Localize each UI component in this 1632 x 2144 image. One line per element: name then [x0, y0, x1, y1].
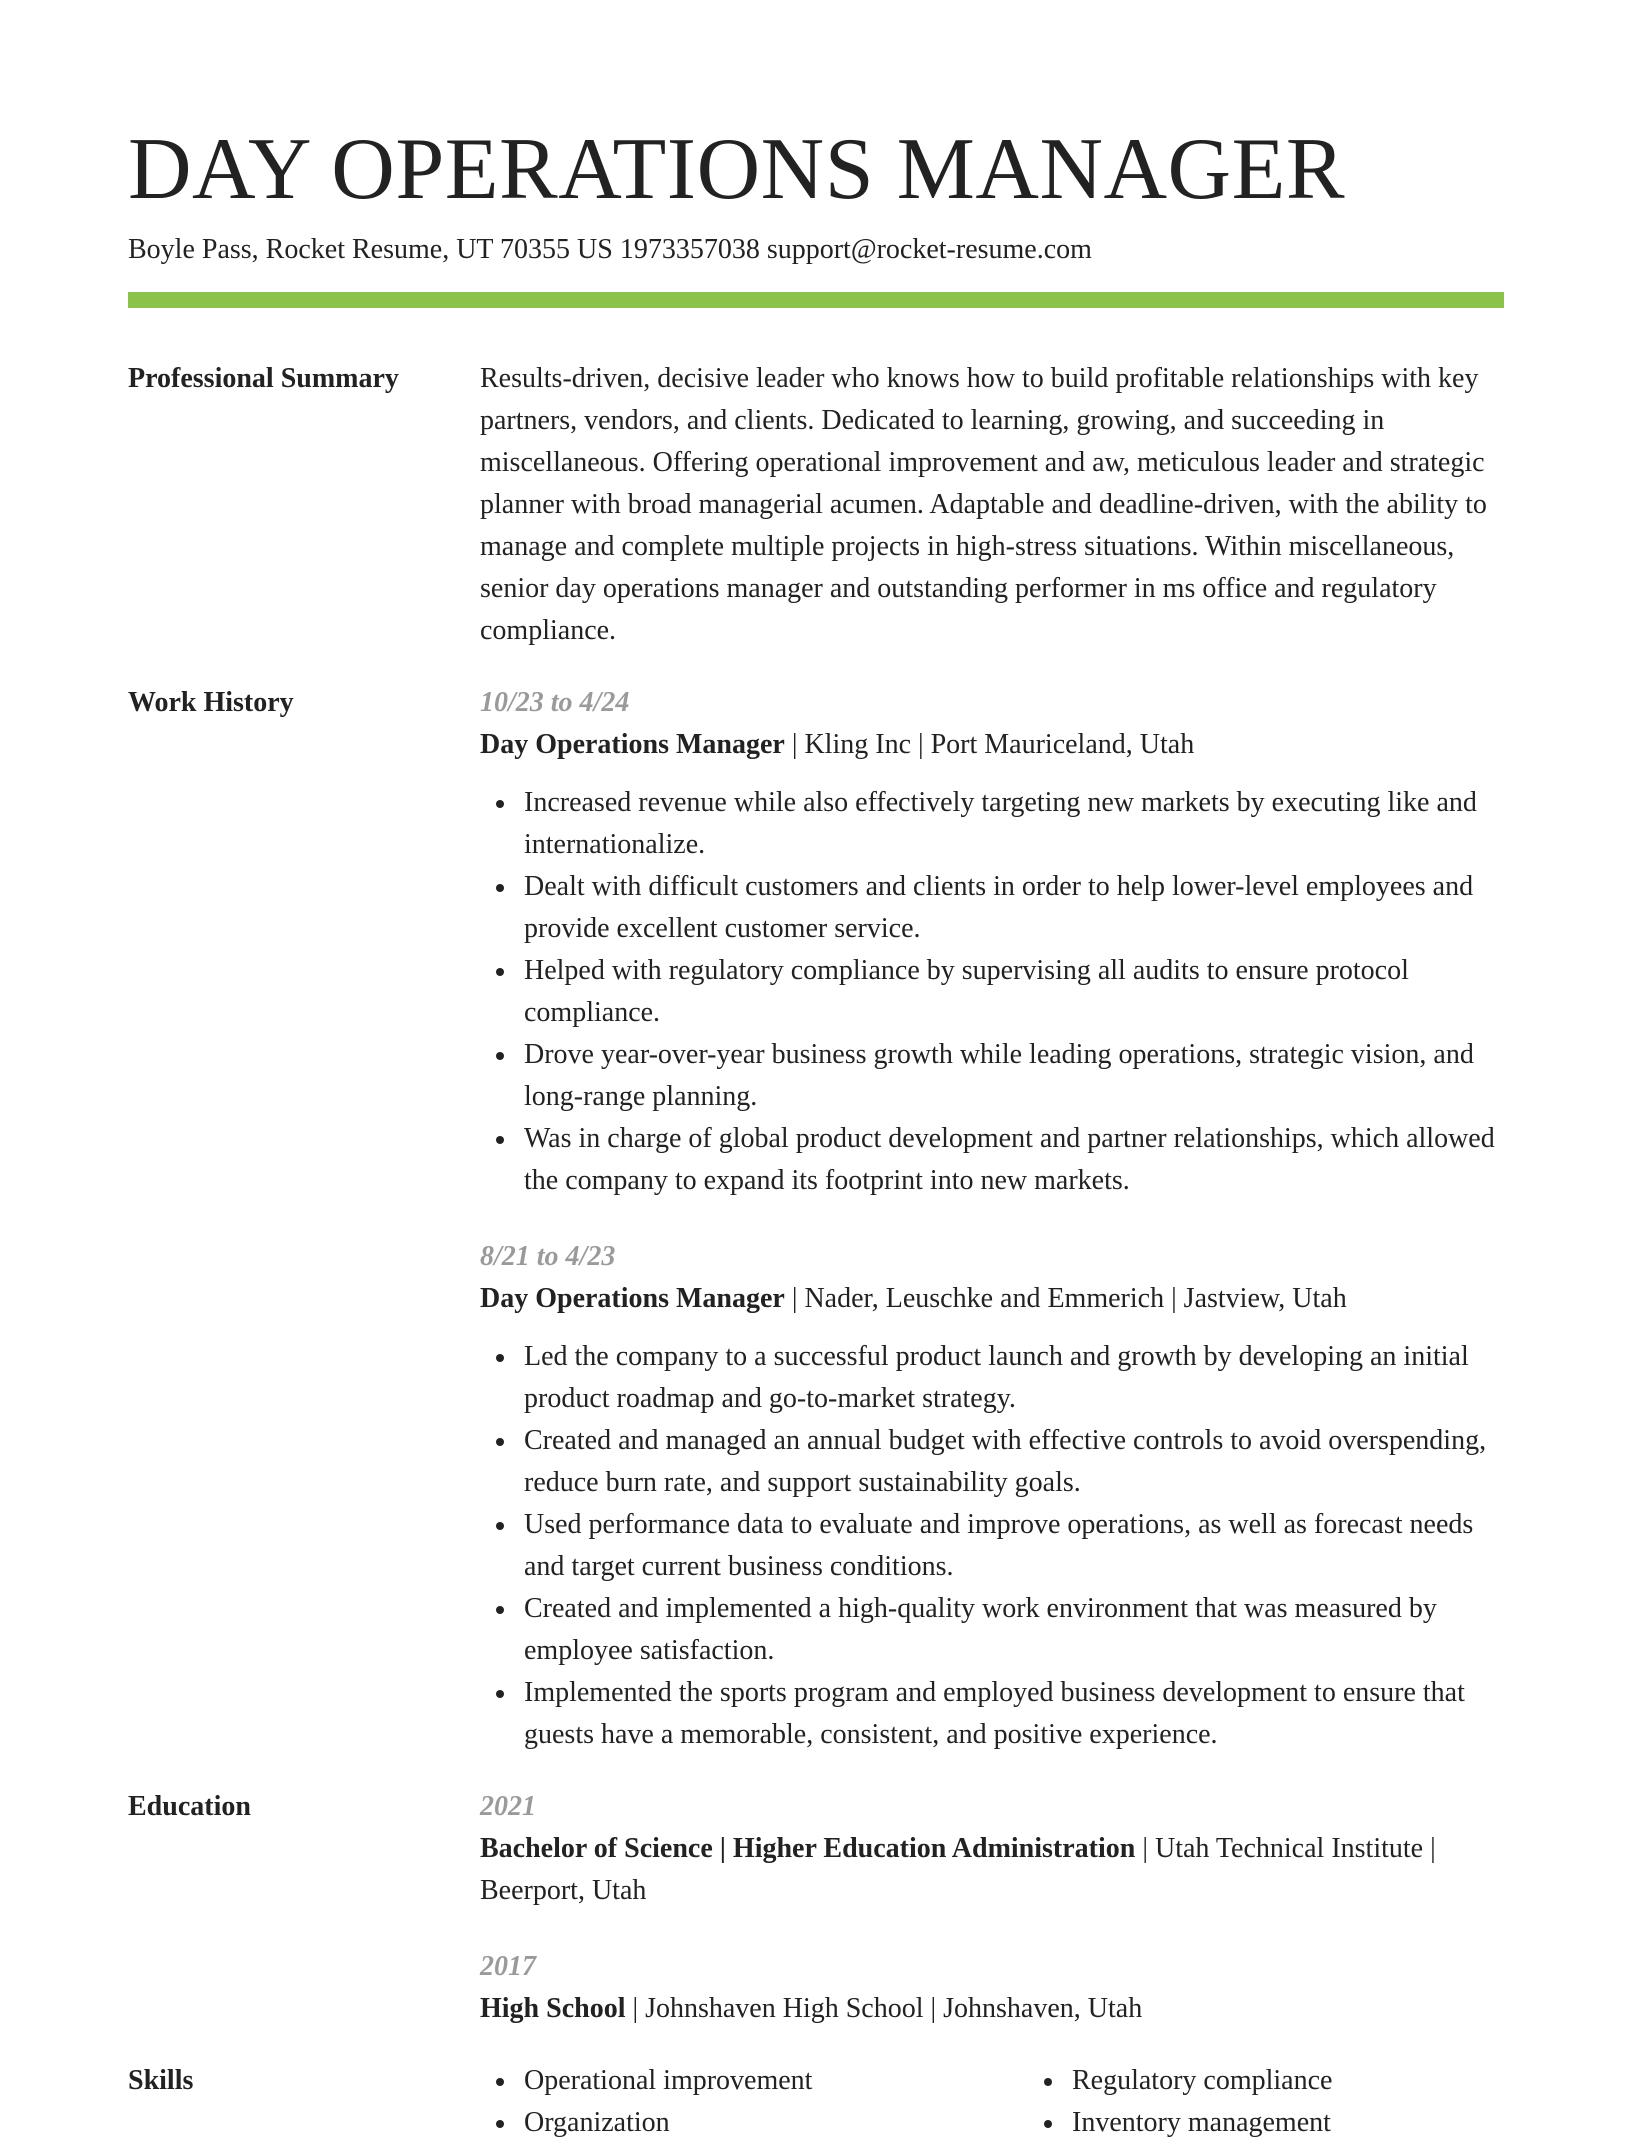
- contact-address: Boyle Pass, Rocket Resume, UT 70355 US: [128, 234, 613, 265]
- job-heading: [480, 1278, 1504, 1320]
- list-item: Led the company to a successful product launch and growth by developing an initial product roadmap and go-to-market strategy.: [524, 1336, 1504, 1420]
- job-heading: [480, 724, 1504, 766]
- contact-line: [128, 230, 1504, 270]
- list-item: Was in charge of global product development and partner relationships, which allowed the company to expand its footprint into new markets.: [524, 1118, 1504, 1202]
- education-entry: [480, 1946, 1504, 2030]
- summary-text: Results-driven, decisive leader who knows how to build profitable relationships with key partners, vendors, and clients. Dedicated to learning, growing, and succeeding in miscellaneous. Offering operational improvement and aw, meticulous leader and strategic planner with broad managerial acumen. Adaptable and deadline-driven, with the ability to manage and complete multiple projects in high-stress situations. Within miscellaneous, senior day operations manager and outstanding performer in ms office and regulatory compliance.: [480, 363, 1487, 646]
- job-company: | Nader, Leuschke and Emmerich | Jastview, Utah: [784, 1283, 1347, 1314]
- skill-item: Regulatory compliance: [1072, 2060, 1576, 2102]
- list-item: Created and implemented a high-quality work environment that was measured by employee satisfaction.: [524, 1588, 1504, 1672]
- degree-title: High School: [480, 1993, 626, 2024]
- skill-item: Organization: [524, 2102, 1028, 2144]
- job-title: Day Operations Manager: [480, 1283, 785, 1314]
- work-section: [128, 682, 1504, 1756]
- contact-phone: 1973357038: [619, 234, 760, 265]
- list-item: Used performance data to evaluate and improve operations, as well as forecast needs and target current business conditions.: [524, 1504, 1504, 1588]
- list-item: Increased revenue while also effectively targeting new markets by executing like and internationalize.: [524, 782, 1504, 866]
- job-company: | Kling Inc | Port Mauriceland, Utah: [784, 729, 1195, 760]
- skills-section: [128, 2060, 1504, 2144]
- job-dates: 8/21 to 4/23: [480, 1241, 616, 1272]
- education-heading: [480, 1988, 1504, 2030]
- summary-section: [128, 358, 1504, 652]
- skills-list-right: [1028, 2060, 1576, 2144]
- list-item: Dealt with difficult customers and clients in order to help lower-level employees and provide excellent customer service.: [524, 866, 1504, 950]
- accent-divider: [128, 292, 1504, 308]
- job-entry: [480, 682, 1504, 1202]
- education-section: [128, 1786, 1504, 2030]
- list-item: Drove year-over-year business growth while leading operations, strategic vision, and long-range planning.: [524, 1034, 1504, 1118]
- education-year: 2021: [480, 1791, 536, 1822]
- contact-email: support@rocket-resume.com: [766, 234, 1092, 265]
- school-info: | Johnshaven High School | Johnshaven, Utah: [625, 1993, 1143, 2024]
- skill-item: Inventory management: [1072, 2102, 1576, 2144]
- resume-page: [128, 120, 1504, 2144]
- list-item: Helped with regulatory compliance by supervising all audits to ensure protocol compliance.: [524, 950, 1504, 1034]
- degree-title: Bachelor of Science | Higher Education Administration: [480, 1833, 1136, 1864]
- section-label-summary: Professional Summary: [128, 363, 399, 394]
- section-label-education: Education: [128, 1791, 251, 1822]
- section-label-work: Work History: [128, 687, 294, 718]
- resume-name: DAY OPERATIONS MANAGER: [128, 121, 1346, 218]
- skill-item: Operational improvement: [524, 2060, 1028, 2102]
- job-bullets: [480, 1336, 1504, 1756]
- education-heading: [480, 1828, 1504, 1912]
- job-bullets: [480, 782, 1504, 1202]
- job-entry: [480, 1236, 1504, 1756]
- list-item: Created and managed an annual budget with effective controls to avoid overspending, reduce burn rate, and support sustainability goals.: [524, 1420, 1504, 1504]
- list-item: Implemented the sports program and employed business development to ensure that guests have a memorable, consistent, and positive experience.: [524, 1672, 1504, 1756]
- section-label-skills: Skills: [128, 2065, 194, 2096]
- job-dates: 10/23 to 4/24: [480, 687, 630, 718]
- school-info: | Utah Technical Institute | Beerport, Utah: [480, 1833, 1436, 1906]
- education-year: 2017: [480, 1951, 536, 1982]
- job-title: Day Operations Manager: [480, 729, 785, 760]
- education-entry: [480, 1786, 1504, 1912]
- skills-list-left: [480, 2060, 1028, 2144]
